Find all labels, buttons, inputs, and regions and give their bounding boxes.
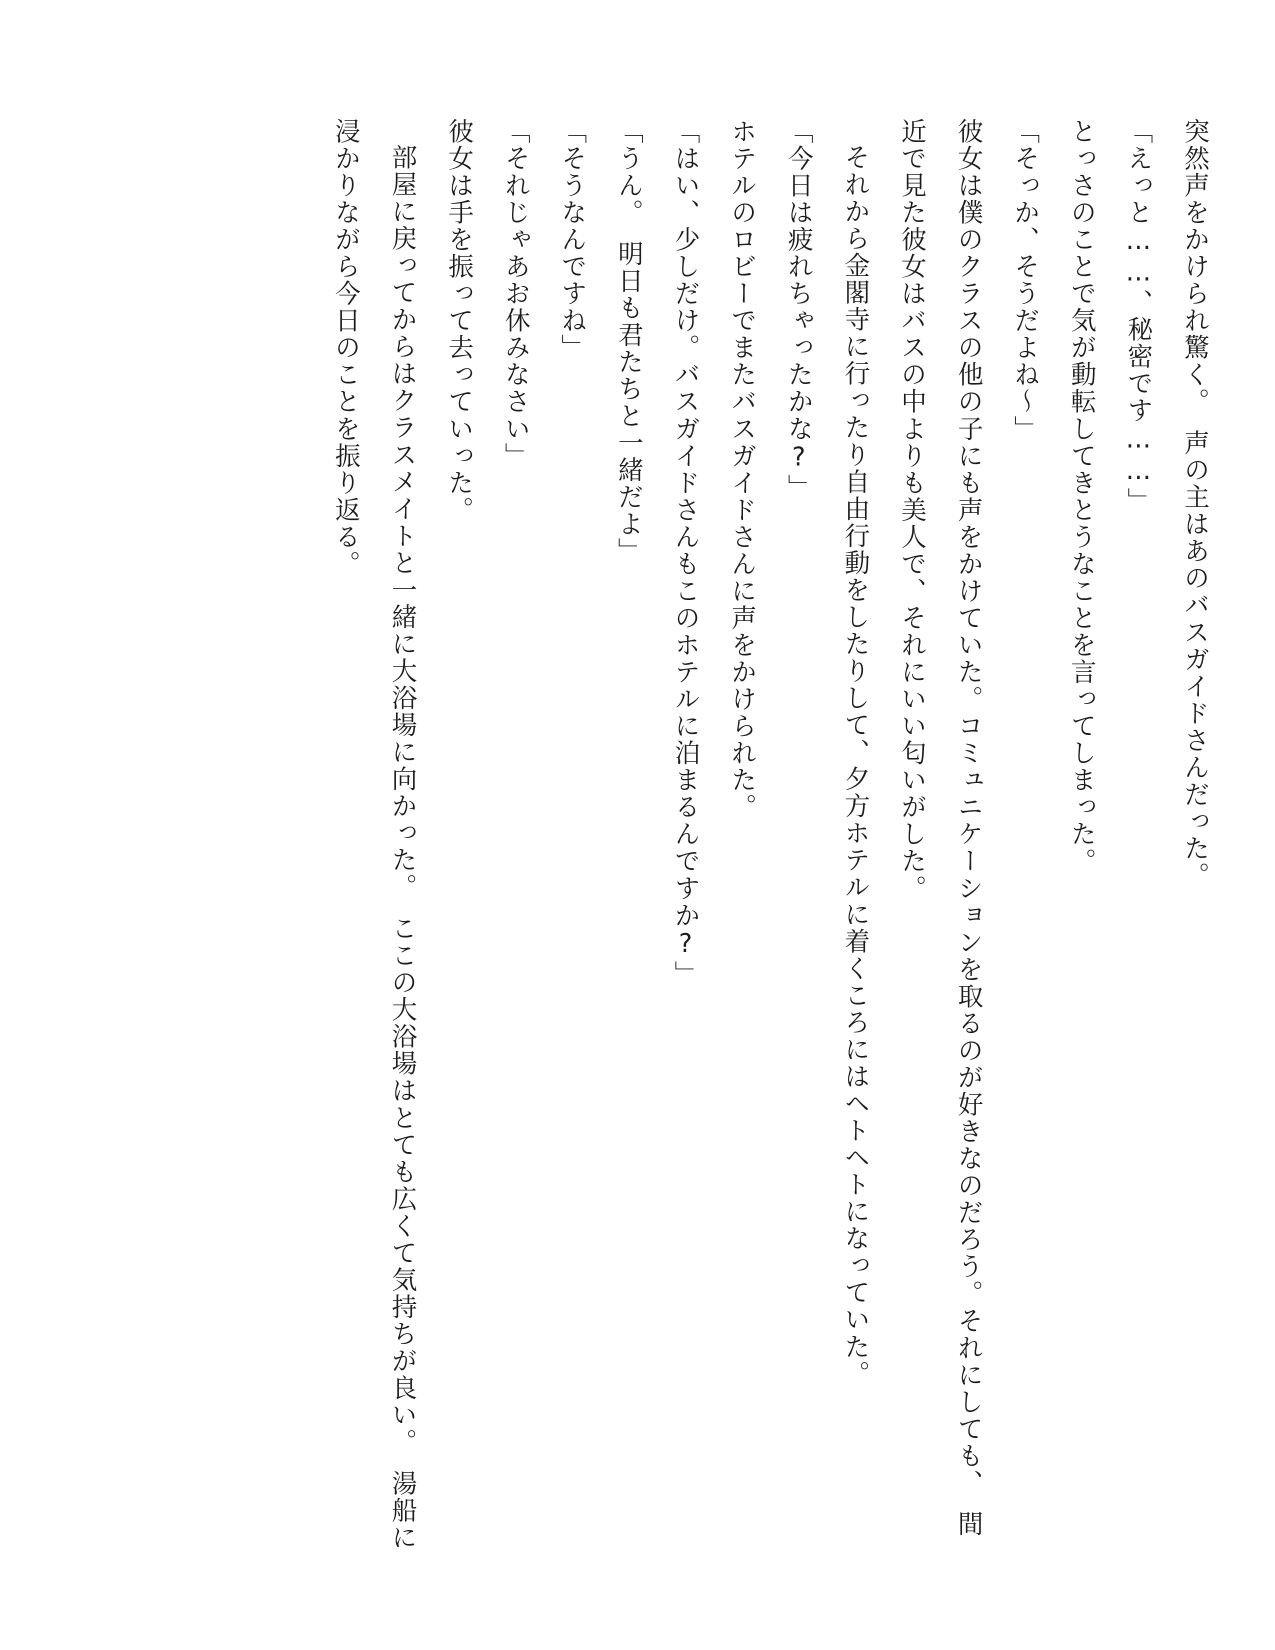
paragraph: 「えっと……、秘密です……」 — [1123, 118, 1154, 515]
paragraph: それから金閣寺に行ったり自由行動をしたりして、夕方ホテルに着くころにはヘトヘトになっていた。 — [840, 143, 871, 1387]
vertical-text-body — [223, 118, 1223, 1558]
paragraph: 突然声をかけられ驚く。 声の主はあのバスガイドさんだった。 — [1180, 118, 1210, 890]
paragraph: 「そうなんですね」 — [557, 118, 588, 362]
paragraph: 「うん。 明日も君たちと一緒だよ」 — [613, 118, 644, 565]
paragraph: 「今日は疲れちゃったかな?」 — [783, 118, 814, 501]
paragraph: 「そっか、そうだよね〜」 — [1010, 118, 1041, 443]
paragraph: 彼女は手を振って去っていった。 — [444, 118, 475, 524]
paragraph: 部屋に戻ってからはクラスメイトと一緒に大浴場に向かった。 ここの大浴場はとても広くて気持ちが良い。 湯船に浸かりながら今日のことを振り返る。 — [330, 118, 418, 1551]
paragraph: 「はい、少しだけ。バスガイドさんもこのホテルに泊まるんですか?」 — [670, 118, 701, 988]
paragraph: ホテルのロビーでまたバスガイドさんに声をかけられた。 — [727, 118, 758, 821]
paragraph: 彼女は僕のクラスの他の子にも声をかけていた。コミュニケーションを取るのが好きなのだろう。それにしても、 間近で見た彼女はバスの中よりも美人で、それにいい匂いがした。 — [896, 118, 984, 1538]
paragraph: とっさのことで気が動転してきとうなことを言ってしまった。 — [1066, 118, 1097, 875]
paragraph: 「それじゃあお休みなさい」 — [500, 118, 531, 470]
